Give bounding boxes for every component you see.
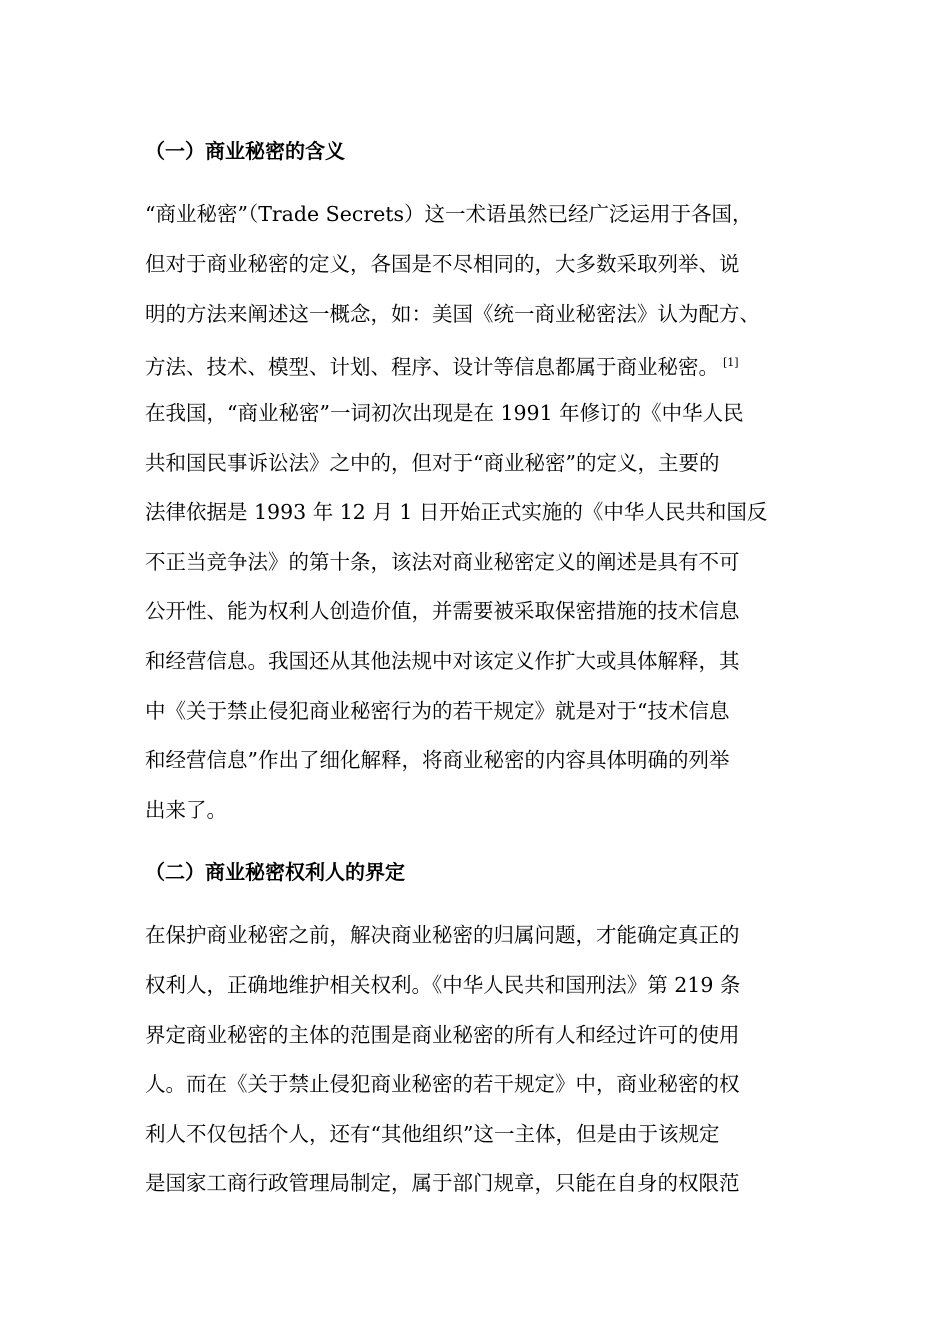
paragraph-line: 和经营信息”作出了细化解释，将商业秘密的内容具体明确的列举 — [145, 748, 730, 772]
paragraph-line: 和经营信息。我国还从其他法规中对该定义作扩大或具体解释，其 — [145, 649, 740, 673]
paragraph-line: 不正当竞争法》的第十条，该法对商业秘密定义的阐述是具有不可 — [145, 550, 740, 574]
paragraph-line: 出来了。 — [145, 798, 227, 822]
paragraph-line: “商业秘密”（Trade Secrets）这一术语虽然已经广泛运用于各国， — [145, 202, 753, 226]
paragraph-line: 公开性、能为权利人创造价值，并需要被采取保密措施的技术信息 — [145, 599, 740, 623]
footnote-marker: [1] — [723, 356, 739, 369]
paragraph-line: 人。而在《关于禁止侵犯商业秘密的若干规定》中，商业秘密的权 — [145, 1072, 740, 1096]
paragraph-line: 法律依据是 1993 年 12 月 1 日开始正式实施的《中华人民共和国反 — [145, 500, 768, 524]
paragraph-line: 在保护商业秘密之前，解决商业秘密的归属问题，才能确定真正的 — [145, 923, 740, 947]
paragraph-line: 权利人，正确地维护相关权利。《中华人民共和国刑法》第 219 条 — [145, 973, 741, 997]
section-heading-meaning: （一）商业秘密的含义 — [145, 139, 345, 163]
paragraph-line: 明的方法来阐述这一概念，如：美国《统一商业秘密法》认为配方、 — [145, 302, 760, 326]
paragraph-line-with-footnote — [145, 350, 739, 380]
section-heading-rights-holder: （二）商业秘密权利人的界定 — [145, 860, 405, 884]
paragraph-line: 中《关于禁止侵犯商业秘密行为的若干规定》就是对于“技术信息 — [145, 699, 730, 723]
paragraph-line: 界定商业秘密的主体的范围是商业秘密的所有人和经过许可的使用 — [145, 1023, 740, 1047]
paragraph-line: 是国家工商行政管理局制定，属于部门规章，只能在自身的权限范 — [145, 1171, 740, 1195]
paragraph-line: 在我国，“商业秘密”一词初次出现是在 1991 年修订的《中华人民 — [145, 401, 744, 425]
paragraph-line: 共和国民事诉讼法》之中的，但对于“商业秘密”的定义，主要的 — [145, 451, 720, 475]
paragraph-line: 但对于商业秘密的定义，各国是不尽相同的，大多数采取列举、说 — [145, 252, 740, 276]
paragraph-line: 利人不仅包括个人，还有“其他组织”这一主体，但是由于该规定 — [145, 1122, 720, 1146]
paragraph-line-text: 方法、技术、模型、计划、程序、设计等信息都属于商业秘密。 — [145, 354, 719, 379]
